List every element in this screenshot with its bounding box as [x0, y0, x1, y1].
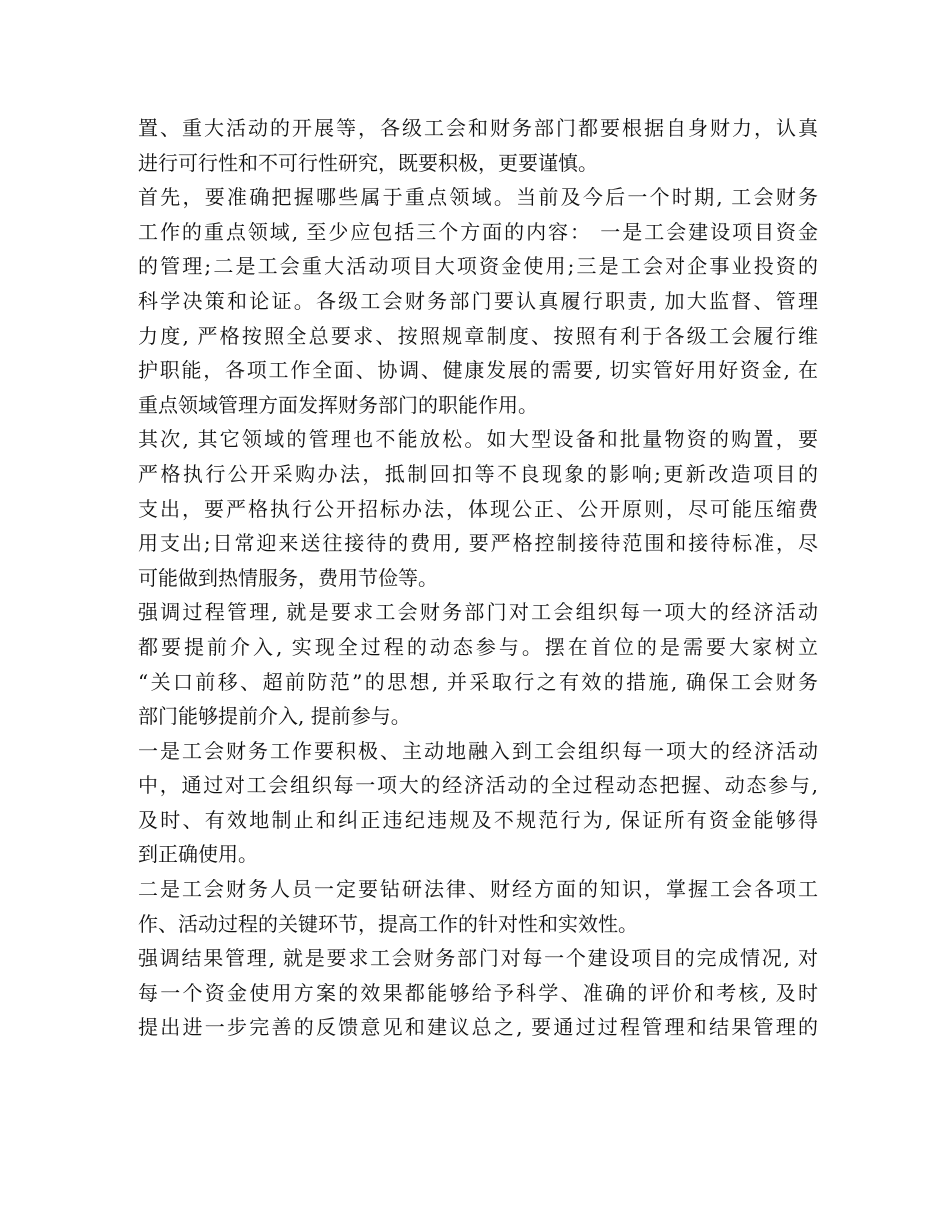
text-line: 到正确使用。	[138, 842, 258, 867]
text-line: 提出进一步完善的反馈意见和建议总之, 要通过过程管理和结果管理的	[138, 1015, 818, 1040]
text-line: 进行可行性和不可行性研究，既要积极，更要谨慎。	[138, 150, 598, 175]
text-line: 及时、有效地制止和纠正违纪违规及不规范行为, 保证所有资金能够得	[138, 807, 818, 832]
text-line: 科学决策和论证。各级工会财务部门要认真履行职责, 加大监督、管理	[138, 288, 818, 313]
document-body	[138, 111, 818, 1045]
text-line: 置、重大活动的开展等，各级工会和财务部门都要根据自身财力，认真	[138, 116, 818, 140]
text-line: “关口前移、超前防范”的思想, 并采取行之有效的措施, 确保工会财务	[138, 669, 818, 694]
text-line: 严格执行公开采购办法，抵制回扣等不良现象的影响;更新改造项目的	[138, 461, 818, 486]
text-line: 重点领域管理方面发挥财务部门的职能作用。	[138, 392, 538, 417]
text-line: 强调结果管理, 就是要求工会财务部门对每一个建设项目的完成情况, 对	[138, 946, 818, 971]
text-line: 力度, 严格按照全总要求、按照规章制度、按照有利于各级工会履行维	[138, 323, 818, 348]
text-line: 每一个资金使用方案的效果都能够给予科学、准确的评价和考核, 及时	[138, 980, 818, 1005]
text-line: 的管理;二是工会重大活动项目大项资金使用;三是工会对企事业投资的	[138, 254, 818, 279]
paragraph	[138, 422, 818, 595]
text-line: 工作的重点领域, 至少应包括三个方面的内容： 一是工会建设项目资金	[138, 219, 818, 244]
text-line: 其次, 其它领域的管理也不能放松。如大型设备和批量物资的购置，要	[138, 427, 818, 452]
text-line: 用支出;日常迎来送往接待的费用, 要严格控制接待范围和接待标准，尽	[138, 531, 818, 556]
text-line: 作、活动过程的关键环节，提高工作的针对性和实效性。	[138, 911, 638, 936]
paragraph	[138, 734, 818, 872]
paragraph	[138, 872, 818, 941]
text-line: 中，通过对工会组织每一项大的经济活动的全过程动态把握、动态参与,	[138, 773, 818, 798]
text-line: 首先，要准确把握哪些属于重点领域。当前及今后一个时期, 工会财务	[138, 185, 818, 210]
text-line: 都要提前介入, 实现全过程的动态参与。摆在首位的是需要大家树立	[138, 634, 818, 659]
text-line: 一是工会财务工作要积极、主动地融入到工会组织每一项大的经济活动	[138, 738, 818, 763]
text-line: 强调过程管理, 就是要求工会财务部门对工会组织每一项大的经济活动	[138, 600, 818, 625]
text-line: 支出，要严格执行公开招标办法，体现公正、公开原则，尽可能压缩费	[138, 496, 818, 521]
text-line: 二是工会财务人员一定要钻研法律、财经方面的知识，掌握工会各项工	[138, 877, 818, 902]
paragraph	[138, 180, 818, 422]
paragraph	[138, 595, 818, 733]
text-line: 部门能够提前介入, 提前参与。	[138, 704, 411, 729]
text-line: 护职能，各项工作全面、协调、健康发展的需要, 切实管好用好资金, 在	[138, 358, 818, 383]
text-line: 可能做到热情服务，费用节俭等。	[138, 565, 438, 590]
paragraph	[138, 941, 818, 1045]
paragraph	[138, 111, 818, 180]
